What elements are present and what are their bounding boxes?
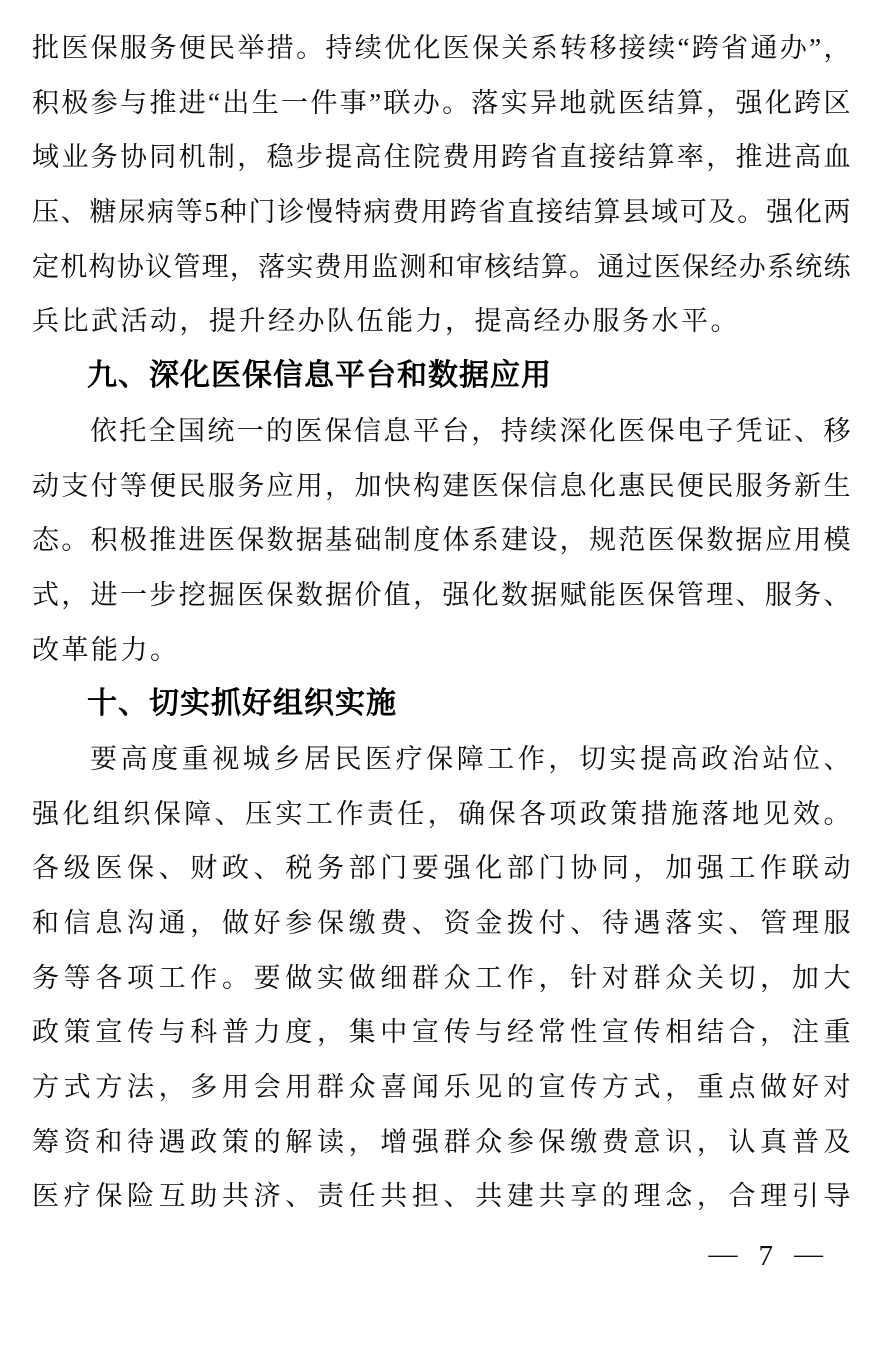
text-line: 压、糖尿病等5种门诊慢特病费用跨省直接结算县域可及。强化两: [32, 197, 851, 228]
text-line: 态。积极推进医保数据基础制度体系建设，规范医保数据应用模: [32, 525, 851, 556]
text-line: 务等各项工作。要做实做细群众工作，针对群众关切，加大: [32, 962, 851, 993]
text-line: 各级医保、财政、税务部门要强化部门协同，加强工作联动: [32, 853, 851, 884]
text-line: 域业务协同机制，稳步提高住院费用跨省直接结算率，推进高血: [32, 142, 851, 173]
text-line: 医疗保险互助共济、责任共担、共建共享的理念，合理引导: [32, 1181, 851, 1212]
section-heading-10: 十、切实抓好组织实施: [87, 687, 397, 721]
page-number-value: 7: [758, 1240, 773, 1272]
text-line: 筹资和待遇政策的解读，增强群众参保缴费意识，认真普及: [32, 1126, 851, 1157]
text-line: 动支付等便民服务应用，加快构建医保信息化惠民便民服务新生: [32, 470, 851, 501]
text-line: 依托全国统一的医保信息平台，持续深化医保电子凭证、移: [90, 415, 851, 446]
page-number: [709, 1240, 824, 1273]
section-heading-9: 九、深化医保信息平台和数据应用: [87, 359, 552, 393]
text-line: 要高度重视城乡居民医疗保障工作，切实提高政治站位、: [90, 743, 851, 774]
text-line: 兵比武活动，提升经办队伍能力，提高经办服务水平。: [32, 306, 740, 337]
page-number-dash-left: —: [708, 1238, 738, 1270]
text-line: 方式方法，多用会用群众喜闻乐见的宣传方式，重点做好对: [32, 1072, 851, 1103]
text-line: 式，进一步挖掘医保数据价值，强化数据赋能医保管理、服务、: [32, 579, 851, 610]
text-line: 积极参与推进“出生一件事”联办。落实异地就医结算，强化跨区: [32, 87, 851, 118]
text-line: 定机构协议管理，落实费用监测和审核结算。通过医保经办系统练: [32, 251, 851, 282]
text-line: 强化组织保障、压实工作责任，确保各项政策措施落地见效。: [32, 798, 851, 829]
page-number-dash-right: —: [794, 1238, 823, 1270]
text-line: 批医保服务便民举措。持续优化医保关系转移接续“跨省通办”，: [32, 33, 851, 63]
text-line: 和信息沟通，做好参保缴费、资金拨付、待遇落实、管理服: [32, 908, 851, 938]
text-line: 改革能力。: [32, 634, 180, 665]
document-body: [32, 21, 851, 1224]
text-line: 政策宣传与科普力度，集中宣传与经常性宣传相结合，注重: [32, 1017, 851, 1048]
